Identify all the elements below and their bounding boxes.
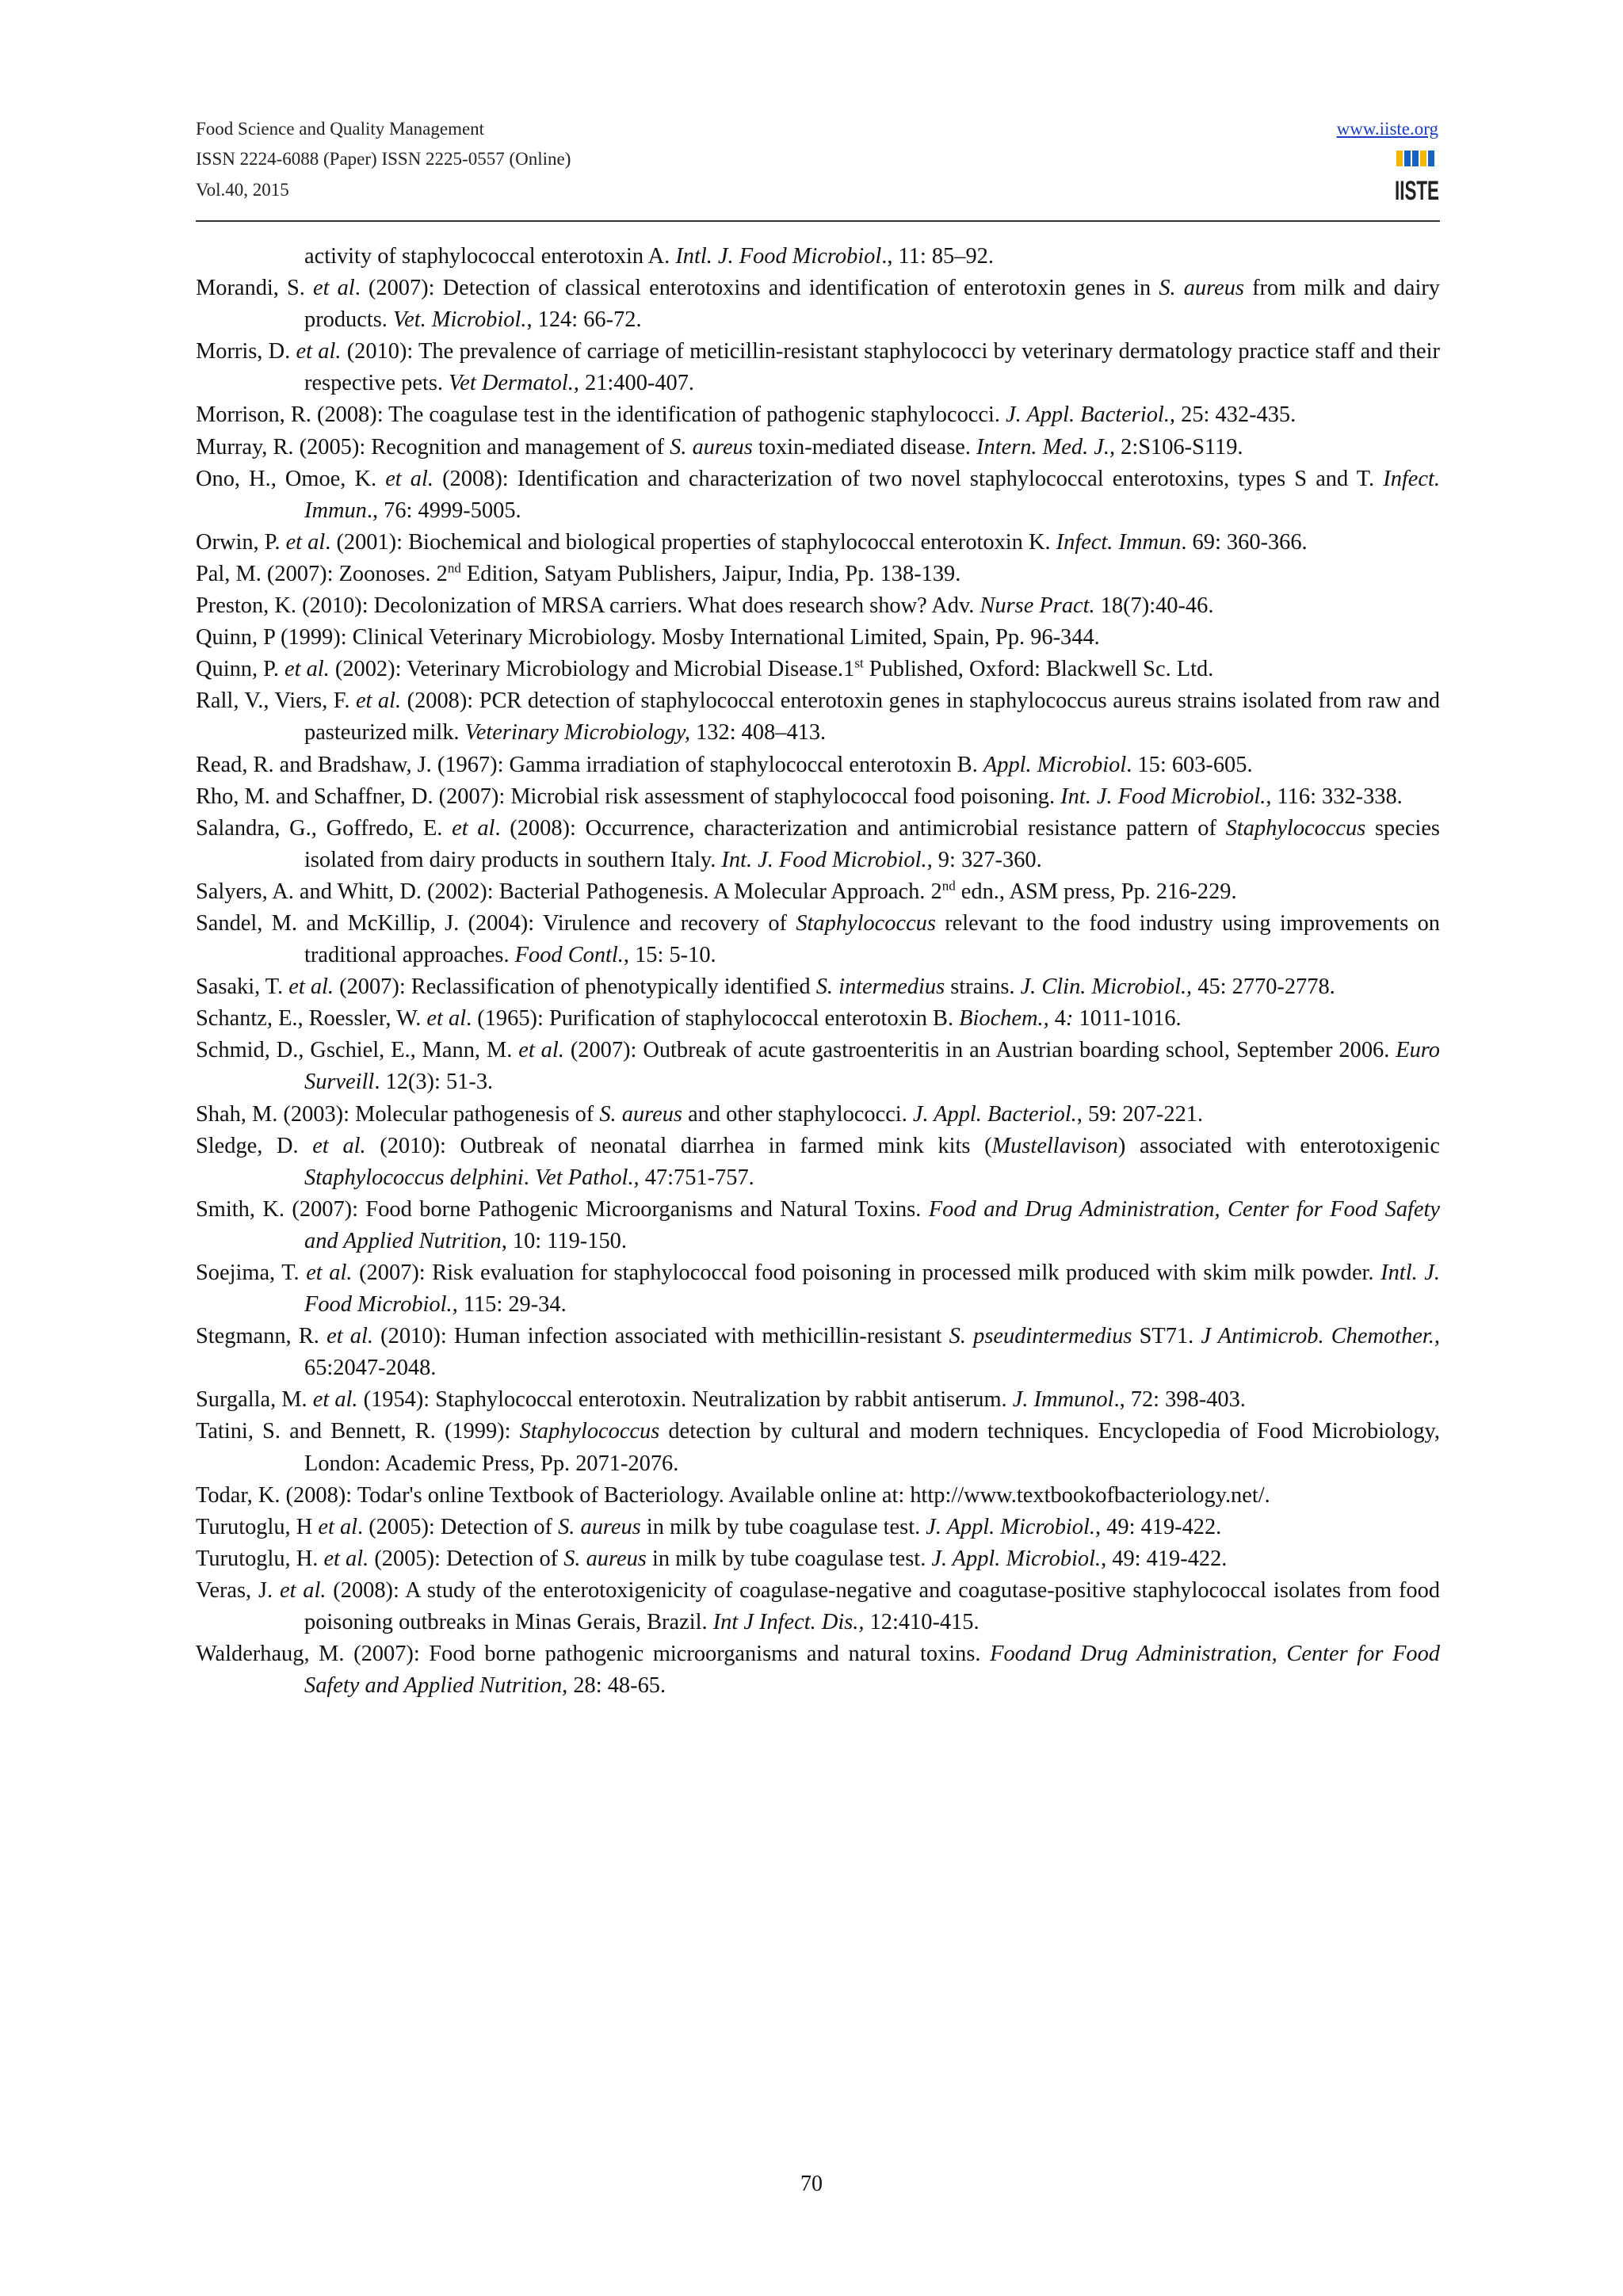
reference-entry: Sasaki, T. et al. (2007): Reclassification of phenotypically identified S. intermedius strains. J. Clin. Microbiol., 45: 2770-2778. — [196, 974, 1335, 1000]
iiste-logo — [1395, 149, 1441, 208]
reference-entry: Schantz, E., Roessler, W. et al. (1965): Purification of staphylococcal enterotoxin B. Biochem., 4: 1011-1016. — [196, 1006, 1182, 1032]
reference-entry: Tatini, S. and Bennett, R. (1999): Staphylococcus detection by cultural and modern techniques. Encyclopedia of Food Microbiology, London: Academic Press, Pp. 2071-2076. — [196, 1419, 1440, 1476]
reference-entry: Smith, K. (2007): Food borne Pathogenic Microorganisms and Natural Toxins. Food and Drug Administration, Center for Food Safety and Applied Nutrition, 10: 119-150. — [196, 1196, 1441, 1253]
reference-entry: Turutoglu, H. et al. (2005): Detection of S. aureus in milk by tube coagulase test. J. Appl. Microbiol., 49: 419-422. — [196, 1546, 1228, 1571]
reference-entry: Sledge, D. et al. (2010): Outbreak of neonatal diarrhea in farmed mink kits (Mustellavison) associated with enterotoxigenic Staphylococcus delphini. Vet Pathol., 47:751-757. — [196, 1133, 1440, 1190]
reference-entry: Walderhaug, M. (2007): Food borne pathogenic microorganisms and natural toxins. Foodand Drug Administration, Center for Food Safety and Applied Nutrition, 28: 48-65. — [196, 1642, 1440, 1699]
reference-entry: Murray, R. (2005): Recognition and management of S. aureus toxin-mediated disease. Intern. Med. J., 2:S106-S119. — [196, 434, 1243, 460]
journal-volume: Vol.40, 2015 — [196, 180, 289, 200]
reference-continuation: activity of staphylococcal enterotoxin A. Intl. J. Food Microbiol., 11: 85–92. — [304, 244, 994, 269]
reference-entry: Preston, K. (2010): Decolonization of MRSA carriers. What does research show? Adv. Nurse Pract. 18(7):40-46. — [196, 593, 1214, 619]
reference-entry: Orwin, P. et al. (2001): Biochemical and biological properties of staphylococcal enterotoxin K. Infect. Immun. 69: 360-366. — [196, 529, 1308, 555]
reference-entry: Shah, M. (2003): Molecular pathogenesis of S. aureus and other staphylococci. J. Appl. Bacteriol., 59: 207-221. — [196, 1101, 1204, 1127]
reference-entry: Pal, M. (2007): Zoonoses. 2nd Edition, Satyam Publishers, Jaipur, India, Pp. 138-139. — [196, 560, 961, 586]
reference-entry: Read, R. and Bradshaw, J. (1967): Gamma irradiation of staphylococcal enterotoxin B. Appl. Microbiol. 15: 603-605. — [196, 752, 1253, 777]
reference-entry: Morrison, R. (2008): The coagulase test in the identification of pathogenic staphylococci. J. Appl. Bacteriol., 25: 432-435. — [196, 402, 1296, 428]
reference-entry: Rho, M. and Schaffner, D. (2007): Microbial risk assessment of staphylococcal food poisoning. Int. J. Food Microbiol., 116: 332-338. — [196, 784, 1403, 809]
reference-entry: Morandi, S. et al. (2007): Detection of classical enterotoxins and identification of enterotoxin genes in S. aureus from milk and dairy products. Vet. Microbiol., 124: 66-72. — [196, 276, 1440, 333]
reference-entry: Surgalla, M. et al. (1954): Staphylococcal enterotoxin. Neutralization by rabbit antiserum. J. Immunol., 72: 398-403. — [196, 1387, 1246, 1413]
reference-entry: Salyers, A. and Whitt, D. (2002): Bacterial Pathogenesis. A Molecular Approach. 2nd edn., ASM press, Pp. 216-229. — [196, 878, 1237, 904]
reference-entry: Morris, D. et al. (2010): The prevalence of carriage of meticillin-resistant staphylococci by veterinary dermatology practice staff and their respective pets. Vet Dermatol., 21:400-407. — [196, 339, 1440, 396]
reference-entry: Quinn, P. et al. (2002): Veterinary Microbiology and Microbial Disease.1st Published, Oxford: Blackwell Sc. Ltd. — [196, 655, 1214, 682]
journal-website-link[interactable]: www.iiste.org — [1336, 119, 1438, 139]
page-number: 70 — [800, 2172, 823, 2196]
logo-lettering: IISTE — [1395, 176, 1439, 206]
reference-entry: Sandel, M. and McKillip, J. (2004): Virulence and recovery of Staphylococcus relevant to the food industry using improvements on traditional approaches. Food Contl., 15: 5-10. — [196, 910, 1440, 968]
journal-title: Food Science and Quality Management — [196, 119, 485, 139]
reference-entry: Todar, K. (2008): Todar's online Textbook of Bacteriology. Available online at: http://www.textbookofbacteriology.net/. — [196, 1482, 1270, 1508]
reference-entry: Turutoglu, H et al. (2005): Detection of S. aureus in milk by tube coagulase test. J. Appl. Microbiol., 49: 419-422. — [196, 1514, 1222, 1539]
reference-list — [196, 241, 1440, 1702]
reference-entry: Rall, V., Viers, F. et al. (2008): PCR detection of staphylococcal enterotoxin genes in staphylococcus aureus strains isolated from raw and pasteurized milk. Veterinary Microbiology, 132: 408–413. — [196, 688, 1440, 746]
reference-entry: Ono, H., Omoe, K. et al. (2008): Identification and characterization of two novel staphylococcal enterotoxins, types S and T. Infect. Immun., 76: 4999-5005. — [196, 466, 1440, 523]
reference-entry: Veras, J. et al. (2008): A study of the enterotoxigenicity of coagulase-negative and coagutase-positive staphylococcal isolates from food poisoning outbreaks in Minas Gerais, Brazil. Int J Infect. Dis., 12:410-415. — [196, 1577, 1440, 1635]
journal-issn: ISSN 2224-6088 (Paper) ISSN 2225-0557 (Online) — [196, 149, 571, 169]
header-divider — [196, 220, 1440, 222]
reference-entry: Salandra, G., Goffredo, E. et al. (2008): Occurrence, characterization and antimicrobial resistance pattern of Staphylococcus species isolated from dairy products in southern Italy. Int. J. Food Microbiol., 9: 327-360. — [196, 815, 1440, 872]
reference-entry: Soejima, T. et al. (2007): Risk evaluation for staphylococcal food poisoning in processed milk produced with skim milk powder. Intl. J. Food Microbiol., 115: 29-34. — [196, 1261, 1440, 1318]
reference-entry: Schmid, D., Gschiel, E., Mann, M. et al. (2007): Outbreak of acute gastroenteritis in an Austrian boarding school, September 2006. Euro Surveill. 12(3): 51-3. — [196, 1038, 1440, 1095]
reference-entry: Quinn, P (1999): Clinical Veterinary Microbiology. Mosby International Limited, Spain, Pp. 96-344. — [196, 625, 1100, 650]
reference-entry: Stegmann, R. et al. (2010): Human infection associated with methicillin-resistant S. pseudintermedius ST71. J Antimicrob. Chemother., 65:2047-2048. — [196, 1324, 1440, 1381]
